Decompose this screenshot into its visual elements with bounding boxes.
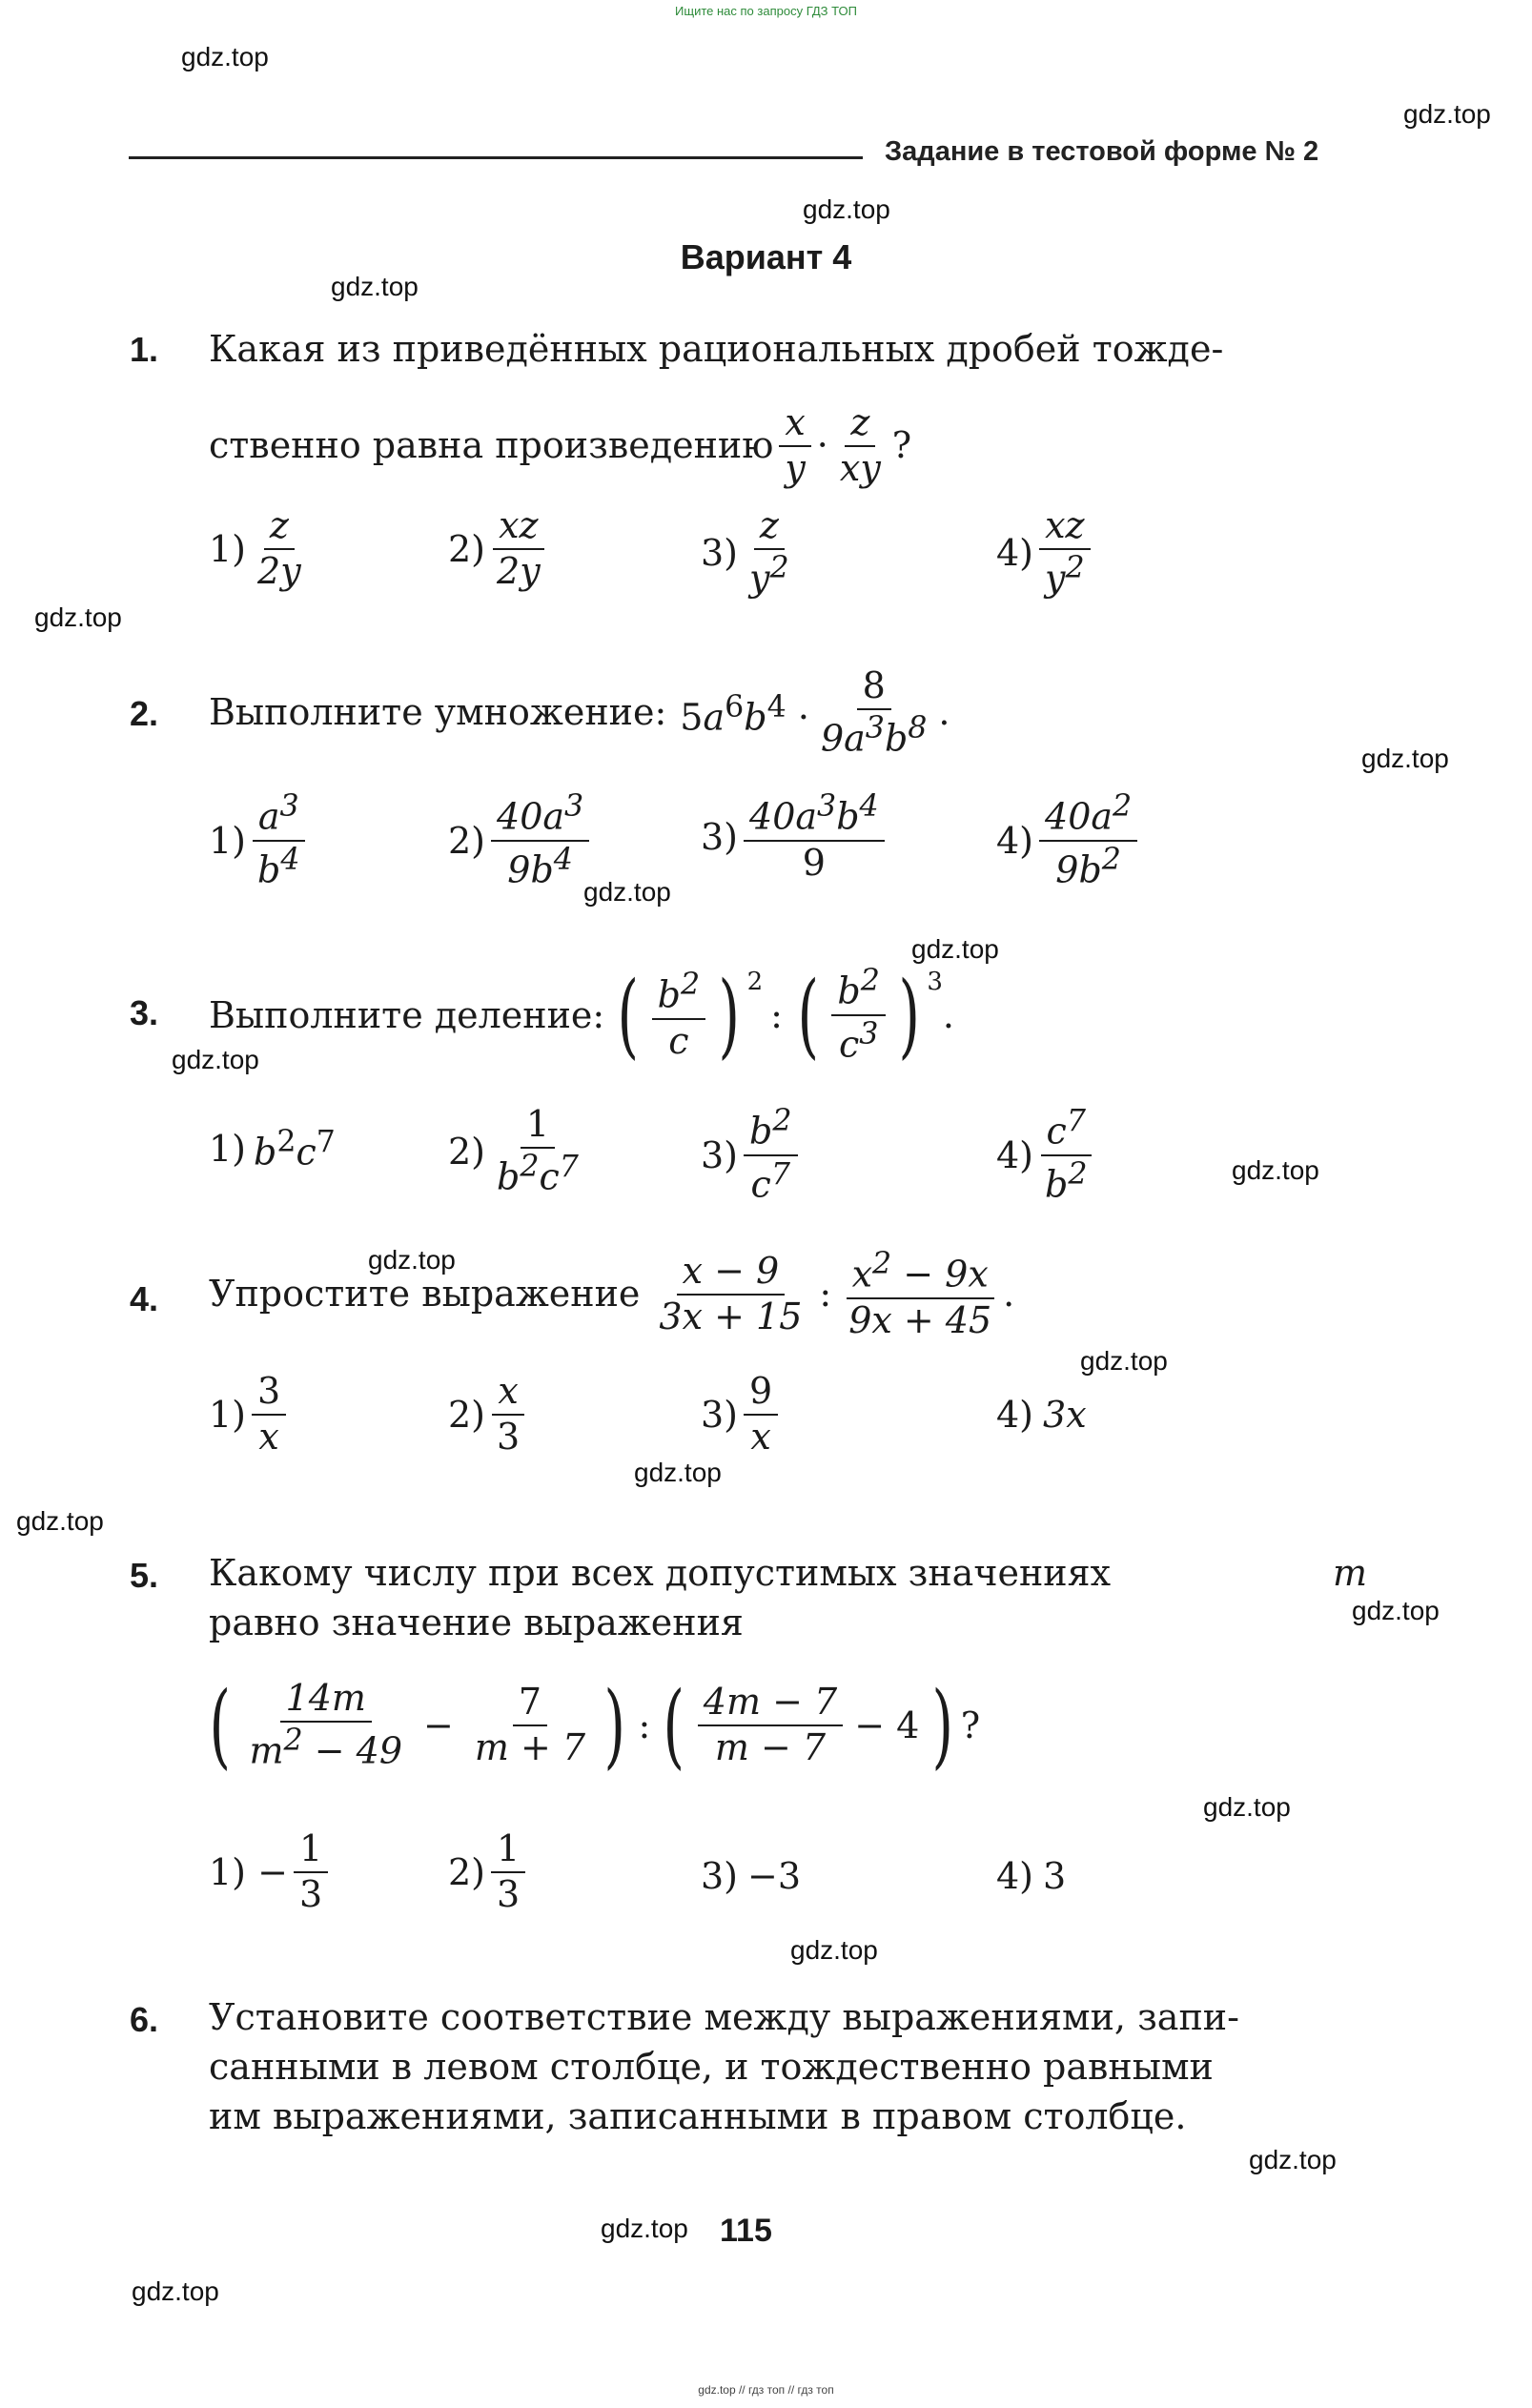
fraction: $\frac{3}{x}$ bbox=[252, 1373, 286, 1457]
fraction: $\frac{xz}{2y}$ bbox=[491, 507, 546, 591]
fraction: $\frac{40a^3b^4}{9}$ bbox=[744, 791, 885, 882]
fraction: $\frac{b^2}{c^7}$ bbox=[744, 1106, 797, 1204]
question-text: Выполните деление: ( $\frac{b^2}{c}$ ) $^2$ : ( $\frac{b^2}{c^3}$ ) $^3$ . bbox=[209, 962, 954, 1069]
option-label: 4) bbox=[996, 819, 1034, 862]
answer-option: 1) − $\frac{1}{3}$ bbox=[209, 1830, 334, 1914]
fraction: $\frac{a^3}{b^4}$ bbox=[252, 791, 305, 889]
watermark: gdz.top bbox=[132, 2276, 219, 2306]
fraction: $\frac{b^2}{c^3}$ bbox=[831, 966, 885, 1064]
fraction: $\frac{x^2 - 9x}{9x + 45}$ bbox=[843, 1249, 997, 1339]
answer-option bbox=[209, 1370, 292, 1458]
question-text-line: Выполните умножение: bbox=[209, 691, 667, 734]
question-text-line: Какому числу при всех допустимых значениях bbox=[209, 1552, 1112, 1594]
watermark: gdz.top bbox=[634, 1458, 722, 1487]
answer-option bbox=[996, 1106, 1099, 1204]
variable: m bbox=[1332, 1552, 1367, 1594]
answer-option bbox=[701, 791, 890, 882]
watermark: gdz.top bbox=[1249, 2145, 1337, 2174]
answer-option bbox=[448, 504, 552, 592]
expression: ( $\frac{14m}{m^2 - 49}$ − $\frac{7}{m + 7}$ ) : ( $\frac{4m - 7}{m - 7}$ − 4 ) ? bbox=[209, 1672, 981, 1779]
question-number: 4. bbox=[130, 1279, 159, 1318]
watermark: gdz.top bbox=[790, 1935, 878, 1965]
watermark: gdz.top bbox=[601, 2214, 688, 2243]
colon: : bbox=[819, 1273, 832, 1316]
option-label: 1) bbox=[209, 819, 247, 862]
fraction: $\frac{xz}{y^2}$ bbox=[1039, 507, 1091, 598]
answer-option bbox=[701, 1106, 804, 1204]
header-rule bbox=[129, 156, 863, 159]
watermark: gdz.top bbox=[1352, 1596, 1440, 1625]
question-mark: ? bbox=[891, 424, 912, 467]
fraction: $\frac{x - 9}{3x + 15}$ bbox=[659, 1249, 803, 1337]
answer-option: 1) $b^2c^7$ bbox=[209, 1125, 336, 1173]
fraction: $\frac{z}{xy}$ bbox=[839, 401, 881, 489]
fraction: $\frac{7}{m + 7}$ bbox=[474, 1681, 586, 1768]
fraction: $\frac{40a^2}{9b^2}$ bbox=[1039, 791, 1137, 889]
fraction: $\frac{1}{3}$ bbox=[294, 1830, 328, 1914]
watermark: gdz.top bbox=[803, 194, 890, 224]
question-number: 3. bbox=[130, 993, 159, 1032]
answer-option bbox=[448, 1827, 531, 1915]
answer-option bbox=[209, 504, 313, 592]
option-label: 2) bbox=[448, 1130, 486, 1173]
fraction: $\frac{x}{3}$ bbox=[491, 1373, 525, 1457]
question-text-line: Выполните деление: bbox=[209, 993, 605, 1036]
option-label: 4) bbox=[996, 1855, 1034, 1897]
fraction: $\frac{9}{x}$ bbox=[744, 1373, 778, 1457]
watermark: gdz.top bbox=[1232, 1155, 1319, 1185]
answer-option bbox=[448, 791, 595, 889]
question-text bbox=[209, 401, 912, 489]
watermark: gdz.top bbox=[911, 934, 999, 964]
option-label: 1) bbox=[209, 527, 247, 570]
question-number: 6. bbox=[130, 2000, 159, 2039]
site-note-bottom: gdz.top // гдз топ // гдз топ bbox=[698, 2383, 834, 2397]
answer-option bbox=[701, 504, 801, 600]
question-text: санными в левом столбце, и тождественно равными bbox=[209, 2046, 1214, 2088]
answer-option bbox=[701, 1855, 801, 1897]
period: . bbox=[938, 691, 950, 734]
watermark: gdz.top bbox=[583, 877, 671, 907]
fraction: $\frac{8}{9a^3b^8}$ bbox=[820, 664, 928, 760]
fraction: $\frac{z}{y^2}$ bbox=[749, 504, 789, 600]
question-text: Какая из приведённых рациональных дробей тожде- bbox=[209, 328, 1224, 370]
option-label: 3) bbox=[701, 1393, 739, 1436]
watermark: gdz.top bbox=[1080, 1346, 1168, 1376]
fraction: $\frac{c^7}{b^2}$ bbox=[1039, 1106, 1093, 1204]
option-label: 2) bbox=[448, 1850, 486, 1893]
watermark: gdz.top bbox=[181, 42, 269, 71]
option-label: 2) bbox=[448, 527, 486, 570]
answer-option bbox=[996, 504, 1096, 600]
watermark: gdz.top bbox=[34, 602, 122, 632]
question-text: Выполните умножение: $5a^6b^4$ · $\frac{8}{9a^3b^8}$ . bbox=[209, 664, 950, 760]
section-header: Задание в тестовой форме № 2 bbox=[885, 136, 1319, 167]
question-text-line: ственно равна произведению bbox=[209, 424, 774, 467]
option-label: 4) bbox=[996, 1133, 1034, 1176]
question-text bbox=[209, 1548, 1367, 1599]
variant-title: Вариант 4 bbox=[680, 237, 852, 276]
fraction: $\frac{x}{y}$ bbox=[779, 404, 810, 488]
option-label: 2) bbox=[448, 819, 486, 862]
fraction: $\frac{1}{b^2c^7}$ bbox=[497, 1103, 579, 1198]
watermark: gdz.top bbox=[172, 1045, 259, 1074]
option-label: 3) bbox=[701, 531, 739, 574]
operator: · bbox=[816, 424, 828, 467]
option-value: −3 bbox=[747, 1855, 802, 1897]
option-label: 1) bbox=[209, 1128, 247, 1171]
watermark: gdz.top bbox=[1361, 744, 1449, 773]
answer-option bbox=[701, 1370, 784, 1458]
question-text: им выражениями, записанными в правом столбце. bbox=[209, 2095, 1187, 2137]
answer-option bbox=[209, 791, 312, 889]
fraction: $\frac{40a^3}{9b^4}$ bbox=[491, 791, 589, 889]
question-text: Установите соответствие между выражениями, запи- bbox=[209, 1996, 1239, 2038]
option-label: 3) bbox=[701, 815, 739, 858]
answer-option bbox=[996, 1855, 1066, 1897]
period: . bbox=[1003, 1273, 1015, 1316]
site-note-top: Ищите нас по запросу ГДЗ ТОП bbox=[675, 4, 857, 18]
option-value: 3 bbox=[1043, 1855, 1067, 1897]
question-text: равно значение выражения bbox=[209, 1602, 744, 1643]
watermark: gdz.top bbox=[1403, 99, 1491, 129]
watermark: gdz.top bbox=[368, 1245, 456, 1275]
fraction: $\frac{1}{3}$ bbox=[491, 1830, 525, 1914]
colon: : bbox=[770, 993, 783, 1036]
option-label: 1) bbox=[209, 1850, 247, 1893]
question-number: 1. bbox=[130, 330, 159, 369]
question-text bbox=[209, 1249, 1014, 1339]
page-number: 115 bbox=[720, 2213, 772, 2249]
answer-option bbox=[448, 1103, 590, 1198]
option-label: 3) bbox=[701, 1855, 739, 1897]
question-text-line: Упростите выражение bbox=[209, 1273, 641, 1316]
answer-option bbox=[996, 791, 1143, 889]
option-value: 3x bbox=[1043, 1394, 1087, 1436]
fraction: $\frac{b^2}{c}$ bbox=[652, 969, 705, 1060]
option-label: 3) bbox=[701, 1133, 739, 1176]
option-label: 4) bbox=[996, 531, 1034, 574]
question-number: 2. bbox=[130, 694, 159, 733]
fraction: $\frac{z}{2y}$ bbox=[257, 504, 301, 592]
watermark: gdz.top bbox=[331, 272, 419, 301]
fraction: $\frac{4m - 7}{m - 7}$ bbox=[698, 1684, 843, 1767]
answer-option bbox=[996, 1394, 1087, 1436]
option-label: 2) bbox=[448, 1393, 486, 1436]
watermark: gdz.top bbox=[1203, 1792, 1291, 1822]
period: . bbox=[942, 993, 954, 1036]
option-label: 4) bbox=[996, 1394, 1034, 1436]
answer-option bbox=[448, 1370, 531, 1458]
watermark: gdz.top bbox=[16, 1506, 104, 1536]
question-number: 5. bbox=[130, 1556, 159, 1595]
fraction: $\frac{14m}{m^2 - 49}$ bbox=[249, 1677, 403, 1772]
option-label: 1) bbox=[209, 1393, 247, 1436]
